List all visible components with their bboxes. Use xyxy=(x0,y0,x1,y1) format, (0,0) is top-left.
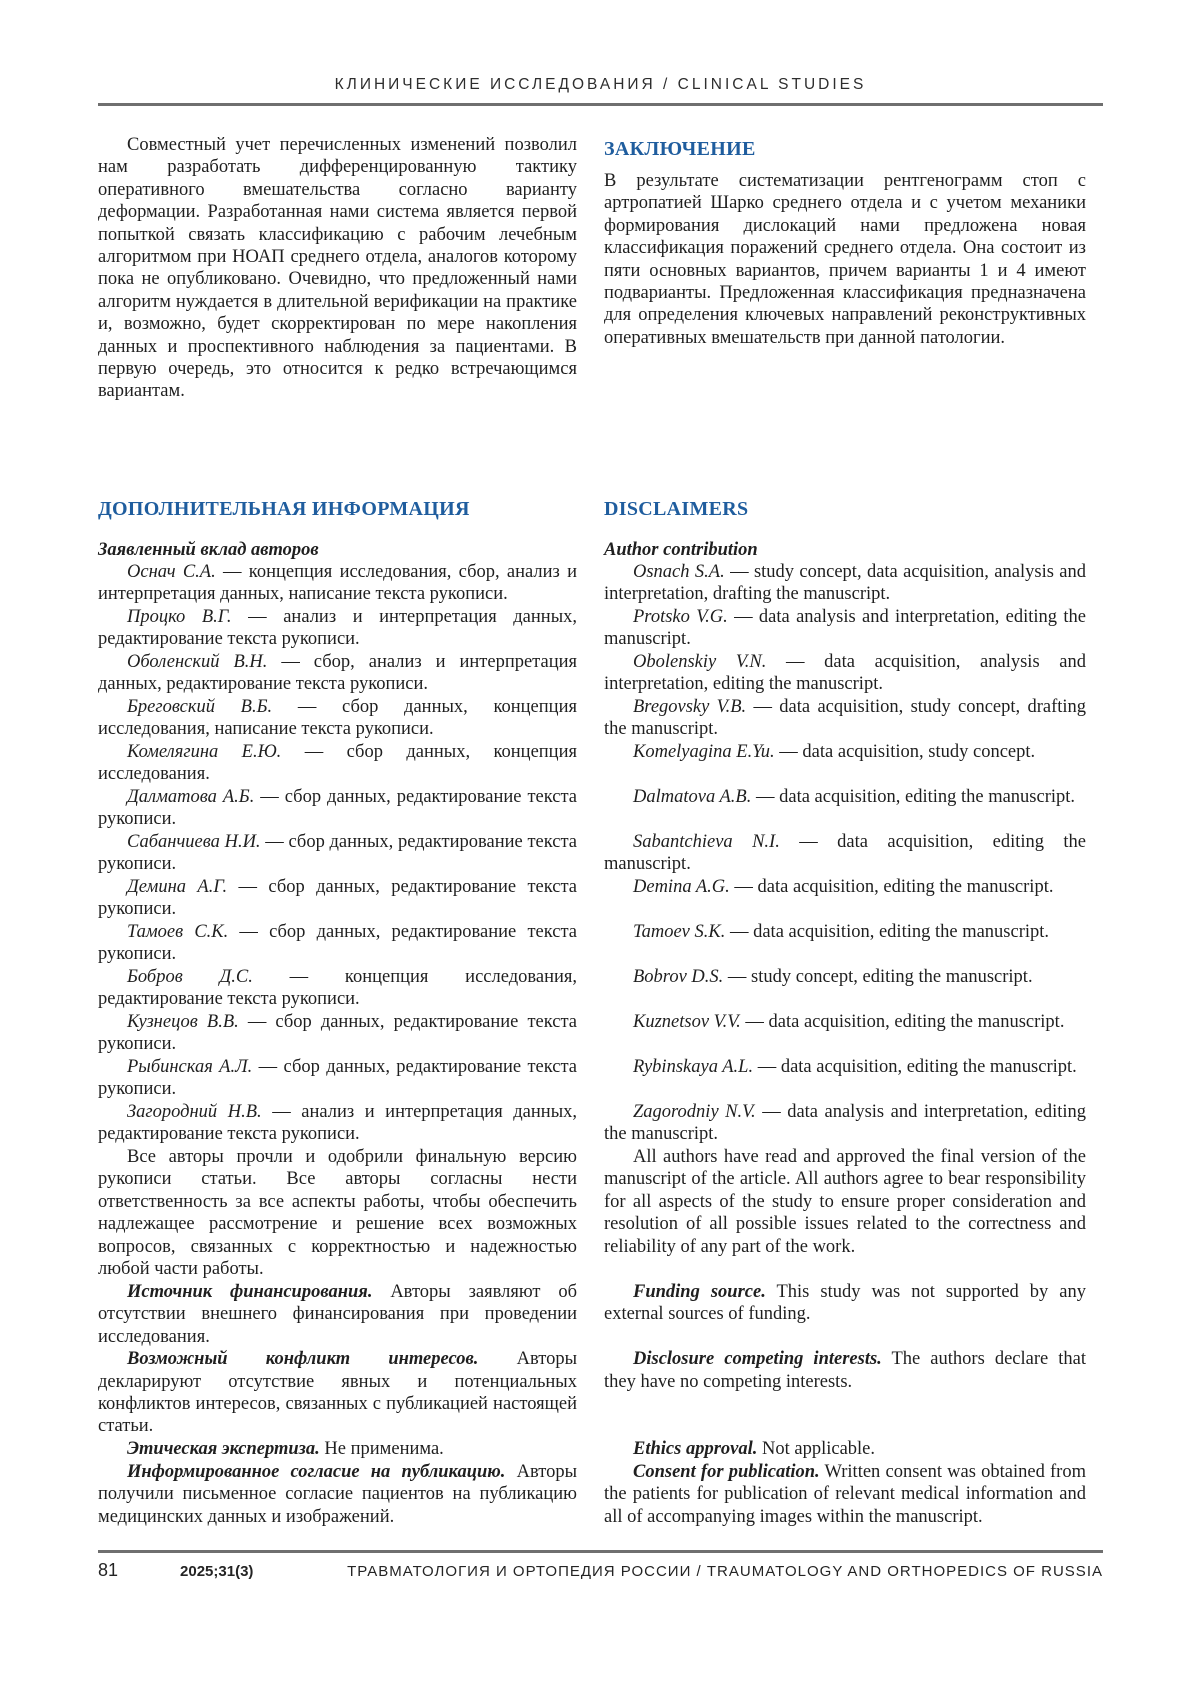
statement-label: Возможный конфликт интересов. xyxy=(127,1349,479,1370)
author-name: Тамоев С.К. xyxy=(127,922,229,942)
contribution-item-en xyxy=(604,786,1086,831)
contribution-item-en xyxy=(604,1056,1086,1101)
running-head: КЛИНИЧЕСКИЕ ИССЛЕДОВАНИЯ / CLINICAL STUDIES xyxy=(334,76,867,93)
author-name: Рыбинская А.Л. xyxy=(127,1057,253,1077)
statement-label: Funding source. xyxy=(633,1282,766,1302)
statement-text: Авторы заявляют об отсутствии внешнего финансирования при проведении исследования. xyxy=(98,1282,578,1347)
issue-number: 2025;31(3) xyxy=(180,1563,254,1580)
page-number: 81 xyxy=(98,1560,119,1580)
contribution-text: — data acquisition, editing the manuscript. xyxy=(604,832,1086,875)
statement-text: Не применима. xyxy=(324,1438,444,1459)
funding-statement-en xyxy=(604,1281,1086,1348)
contribution-text: — сбор данных, концепция исследования. xyxy=(98,742,577,785)
contribution-text: — data acquisition, editing the manuscript. xyxy=(755,787,1076,807)
contribution-text: — data acquisition, editing the manuscript. xyxy=(729,922,1050,942)
disclaimers-heading: DISCLAIMERS xyxy=(604,498,749,520)
author-name: Сабанчиева Н.И. xyxy=(127,832,261,852)
contribution-text: — концепция исследования, редактирование текста рукописи. xyxy=(98,967,577,1010)
conflict-statement-ru xyxy=(98,1348,577,1438)
author-name: Osnach S.A. xyxy=(633,562,725,582)
author-name: Dalmatova A.B. xyxy=(633,787,752,807)
contribution-text: — анализ и интерпретация данных, редактирование текста рукописи. xyxy=(98,1102,577,1145)
contribution-text: — data acquisition, editing the manuscript. xyxy=(757,1057,1077,1077)
contribution-text: — data analysis and interpretation, editing the manuscript. xyxy=(604,607,1087,650)
author-name: Protsko V.G. xyxy=(633,607,728,627)
contribution-item-en xyxy=(604,831,1086,876)
contribution-item-ru xyxy=(98,876,577,921)
contribution-text: — сбор данных, редактирование текста рукописи. xyxy=(98,922,577,965)
statement-text: Not applicable. xyxy=(762,1438,876,1459)
author-name: Tamoev S.K. xyxy=(633,922,726,942)
author-contribution-subheading-ru: Заявленный вклад авторов xyxy=(98,539,319,560)
statement-text: Written consent was obtained from the patients for publication of relevant medical information and all of accompanying images within the manuscript. xyxy=(604,1461,1086,1527)
contribution-item-ru xyxy=(98,651,577,696)
contribution-item-ru xyxy=(98,696,577,741)
ethics-statement-en xyxy=(604,1438,1086,1461)
author-name: Obolenskiy V.N. xyxy=(633,652,767,672)
author-name: Komelyagina E.Yu. xyxy=(633,742,775,762)
contribution-text: — сбор, анализ и интерпретация данных, редактирование текста рукописи. xyxy=(98,652,578,695)
contribution-item-ru xyxy=(98,1056,577,1101)
statement-label: Consent for publication. xyxy=(633,1461,820,1482)
two-column-body xyxy=(98,134,1086,1528)
ethics-statement-ru xyxy=(98,1438,577,1461)
all-authors-statement-ru: Все авторы прочли и одобрили финальную версию рукописи статьи. Все авторы согласны нести ответственность за все аспекты работы, чтобы обеспечить надлежащее рассмотрение и решение всех возможных вопросов, связанных с корректностью и надежностью любой части работы. xyxy=(98,1147,577,1280)
discussion-cell xyxy=(98,134,577,426)
author-name: Bobrov D.S. xyxy=(633,967,724,987)
contribution-item-ru xyxy=(98,741,577,786)
contribution-text: — data acquisition, editing the manuscript. xyxy=(745,1012,1065,1032)
contribution-text: — data acquisition, analysis and interpretation, editing the manuscript. xyxy=(604,652,1086,695)
footer-rule xyxy=(98,1550,1103,1553)
conclusion-paragraph: В результате систематизации рентгенограмм стоп с артропатией Шарко среднего отдела и с учетом механики формирования дислокаций нами предложена новая классификация поражений среднего отдела. Она состоит из пяти основных вариантов, причем варианты 1 и 4 имеют подварианты. Предложенная классификация предназначена для определения ключевых направлений реконструктивных оперативных вмешательств при данной патологии. xyxy=(604,171,1086,348)
additional-info-heading: ДОПОЛНИТЕЛЬНАЯ ИНФОРМАЦИЯ xyxy=(98,498,470,520)
consent-statement-en xyxy=(604,1461,1086,1528)
author-name: Оболенский В.Н. xyxy=(127,652,268,672)
author-name: Zagorodniy N.V. xyxy=(633,1102,756,1122)
contribution-item-en xyxy=(604,741,1086,786)
contribution-item-ru xyxy=(98,966,577,1011)
contribution-text: — study concept, editing the manuscript. xyxy=(727,967,1033,987)
contribution-item-ru xyxy=(98,921,577,966)
contribution-item-en xyxy=(604,561,1086,606)
contribution-text: — сбор данных, концепция исследования, написание текста рукописи. xyxy=(98,697,577,740)
author-name: Sabantchieva N.I. xyxy=(633,832,780,852)
statement-text: The authors declare that they have no competing interests. xyxy=(604,1349,1086,1392)
contribution-text: — анализ и интерпретация данных, редактирование текста рукописи. xyxy=(98,607,577,650)
statement-label: Источник финансирования. xyxy=(127,1282,373,1302)
author-name: Kuznetsov V.V. xyxy=(633,1012,741,1032)
author-name: Demina A.G. xyxy=(633,877,730,897)
contribution-text: — концепция исследования, сбор, анализ и интерпретация данных, написание текста рукописи. xyxy=(98,562,577,605)
statement-label: Информированное согласие на публикацию. xyxy=(127,1461,506,1482)
contribution-item-en xyxy=(604,876,1086,921)
contribution-item-en xyxy=(604,651,1086,696)
author-name: Комелягина Е.Ю. xyxy=(127,742,282,762)
author-name: Оснач С.А. xyxy=(127,562,216,582)
contribution-text: — study concept, data acquisition, analysis and interpretation, drafting the manuscript. xyxy=(604,562,1086,605)
author-name: Процко В.Г. xyxy=(127,607,232,627)
contribution-text: — сбор данных, редактирование текста рукописи. xyxy=(98,832,577,875)
statement-label: Ethics approval. xyxy=(633,1438,758,1459)
contribution-item-ru xyxy=(98,606,577,651)
conclusion-cell xyxy=(604,134,1086,426)
contribution-text: — data acquisition, study concept, drafting the manuscript. xyxy=(604,697,1087,740)
author-contribution-subheading-en: Author contribution xyxy=(604,539,758,560)
consent-statement-ru xyxy=(98,1461,577,1528)
contribution-text: — data analysis and interpretation, editing the manuscript. xyxy=(604,1102,1086,1145)
contribution-text: — сбор данных, редактирование текста рукописи. xyxy=(98,1012,578,1055)
contribution-item-ru xyxy=(98,561,577,606)
statement-text: Авторы декларируют отсутствие явных и потенциальных конфликтов интересов, связанных с публикацией настоящей статьи. xyxy=(98,1349,577,1437)
statement-label: Этическая экспертиза. xyxy=(127,1438,320,1459)
contribution-text: — сбор данных, редактирование текста рукописи. xyxy=(98,787,578,830)
footer xyxy=(98,1560,1103,1581)
contribution-text: — сбор данных, редактирование текста рукописи. xyxy=(98,877,578,920)
author-name: Бреговский В.Б. xyxy=(127,697,273,717)
contribution-item-en xyxy=(604,921,1086,966)
funding-statement-ru xyxy=(98,1281,577,1348)
contribution-item-en xyxy=(604,1101,1086,1146)
all-authors-statement-en: All authors have read and approved the final version of the manuscript of the article. All authors agree to bear responsibility for all aspects of the study to ensure proper consideration and resolution of all possible issues related to the correctness and reliability of any part of the work. xyxy=(604,1147,1086,1257)
contribution-item-ru xyxy=(98,1011,577,1056)
discussion-paragraph: Совместный учет перечисленных изменений позволил нам разработать дифференцированную тактику оперативного вмешательства согласно варианту деформации. Разработанная нами система является первой попыткой связать классификацию с рабочим лечебным алгоритмом при НОАП среднего отдела, аналогов которому пока не опубликовано. Очевидно, что предложенный нами алгоритм нуждается в длительной верификации на практике и, возможно, будет скорректирован по мере накопления данных и проспективного наблюдения за пациентами. В первую очередь, это относится к редко встречающимся вариантам. xyxy=(98,135,577,402)
author-name: Бобров Д.С. xyxy=(127,967,253,987)
author-name: Загородний Н.В. xyxy=(127,1102,262,1122)
contribution-item-en xyxy=(604,966,1086,1011)
author-name: Bregovsky V.B. xyxy=(633,697,747,717)
contribution-item-en xyxy=(604,1011,1086,1056)
contribution-item-en xyxy=(604,696,1086,741)
contribution-item-ru xyxy=(98,786,577,831)
contribution-text: — сбор данных, редактирование текста рукописи. xyxy=(98,1057,578,1100)
header-rule xyxy=(98,103,1103,106)
contribution-text: — data acquisition, editing the manuscript. xyxy=(734,877,1054,897)
statement-label: Disclosure competing interests. xyxy=(633,1349,882,1370)
contribution-item-ru xyxy=(98,831,577,876)
conflict-statement-en xyxy=(604,1348,1086,1438)
statement-text: This study was not supported by any external sources of funding. xyxy=(604,1282,1086,1325)
author-name: Rybinskaya A.L. xyxy=(633,1057,754,1077)
author-name: Демина А.Г. xyxy=(127,877,228,897)
statement-text: Авторы получили письменное согласие пациентов на публикацию медицинских данных и изображений. xyxy=(98,1461,578,1527)
contribution-item-en xyxy=(604,606,1086,651)
author-name: Далматова А.Б. xyxy=(127,787,255,807)
author-name: Кузнецов В.В. xyxy=(127,1012,239,1032)
contribution-item-ru xyxy=(98,1101,577,1146)
journal-title: ТРАВМАТОЛОГИЯ И ОРТОПЕДИЯ РОССИИ / TRAUMATOLOGY AND ORTHOPEDICS OF RUSSIA xyxy=(347,1563,1103,1580)
contribution-text: — data acquisition, study concept. xyxy=(779,742,1036,762)
conclusion-heading: ЗАКЛЮЧЕНИЕ xyxy=(604,138,756,160)
